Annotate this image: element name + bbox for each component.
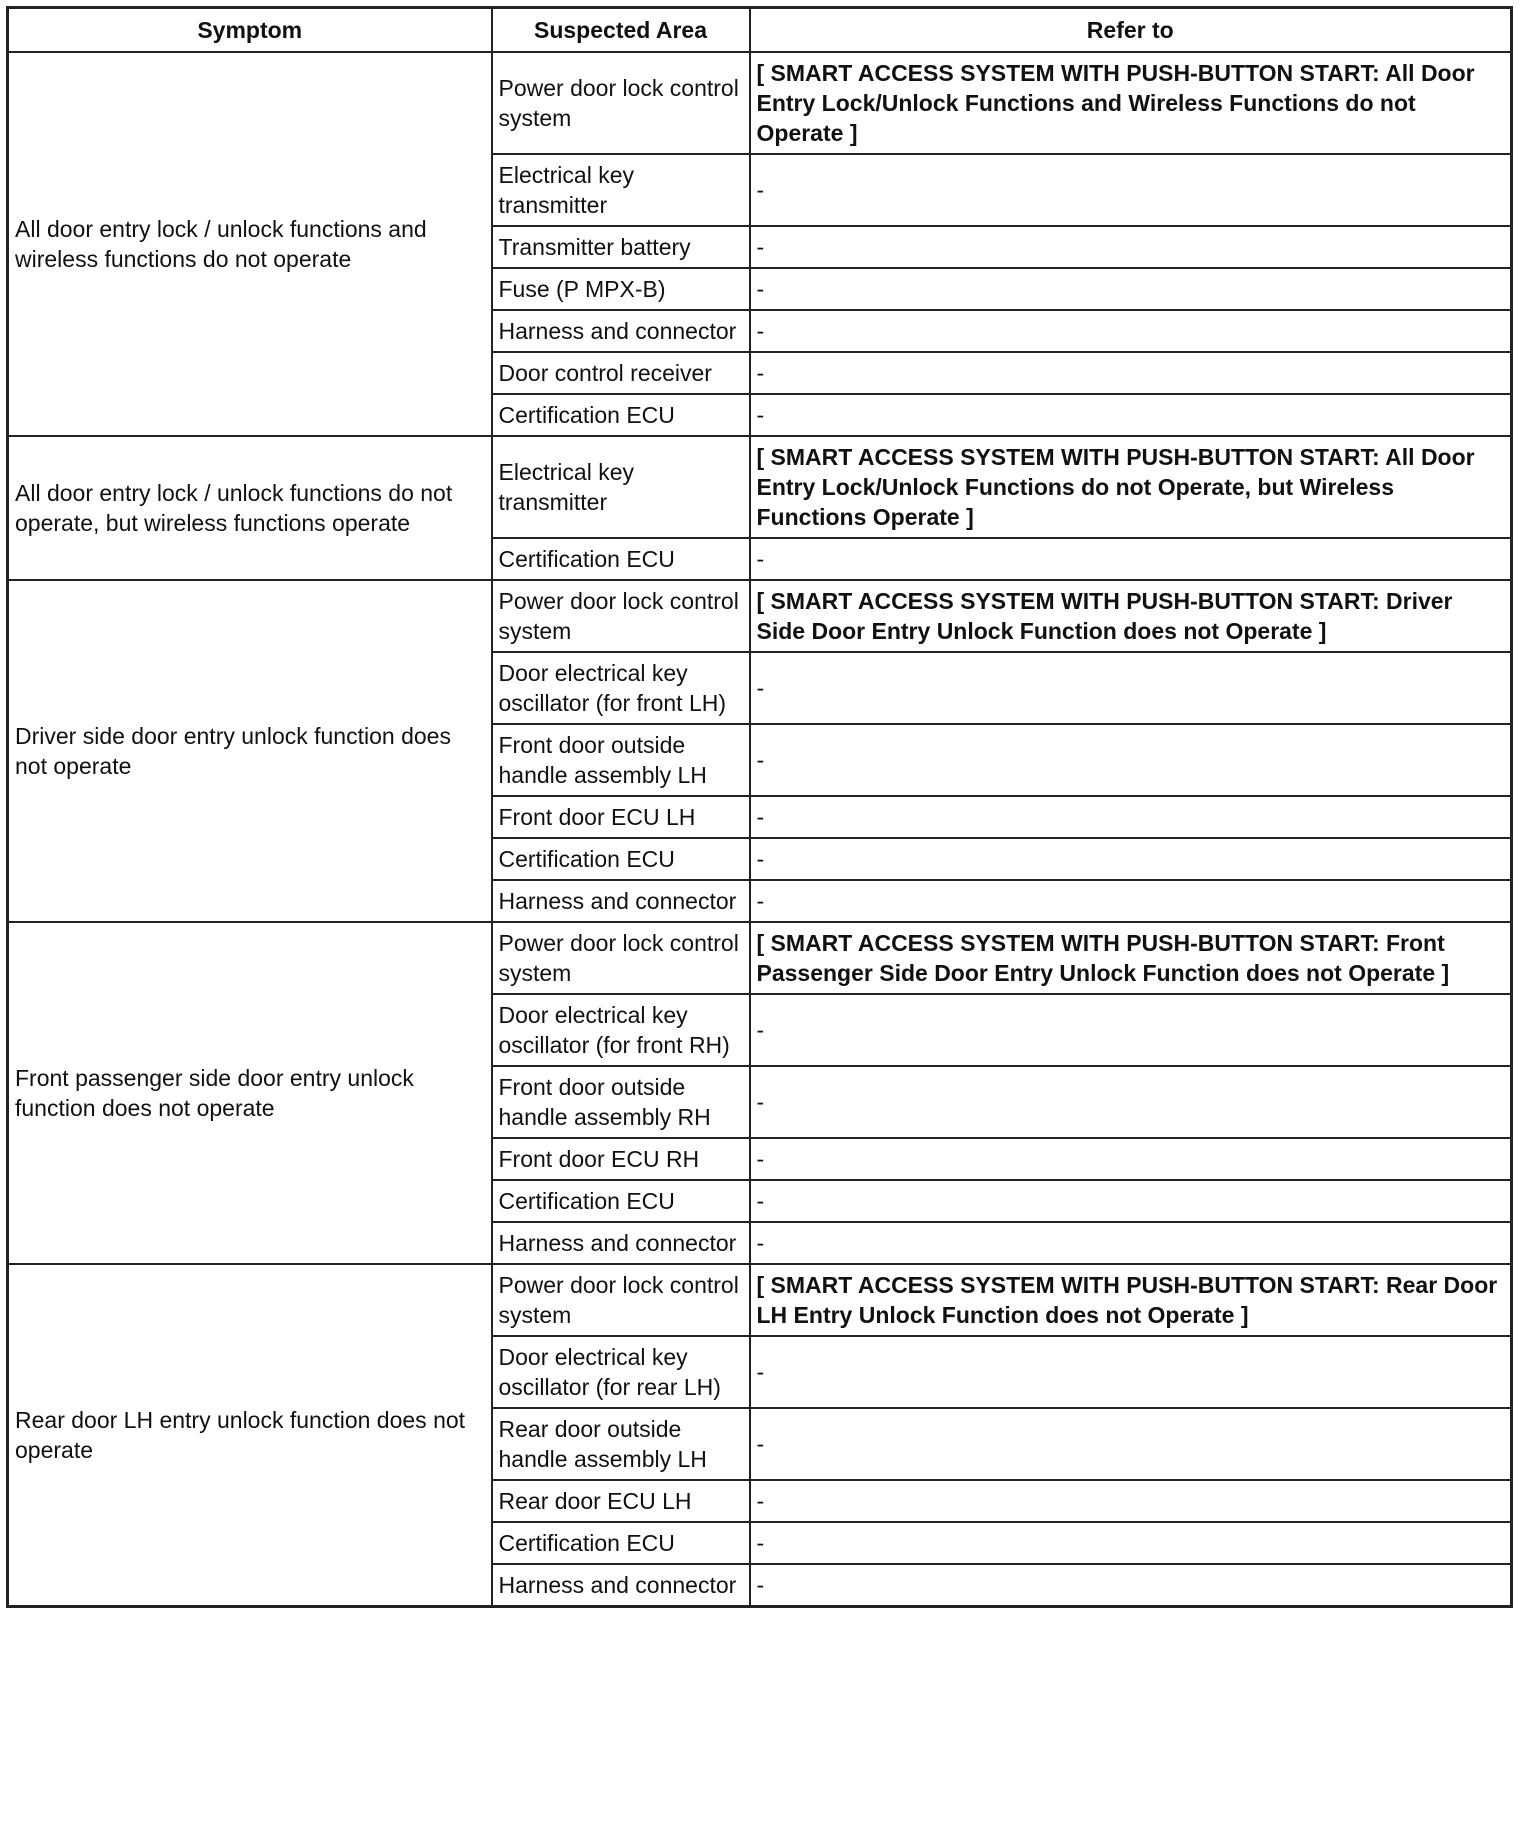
suspected-area-cell: Transmitter battery [492,226,750,268]
suspected-area-cell: Electrical key transmitter [492,154,750,226]
refer-to-cell: - [750,352,1512,394]
refer-to-link[interactable]: [ SMART ACCESS SYSTEM WITH PUSH-BUTTON START: Rear Door LH Entry Unlock Function does not Operate ] [750,1264,1512,1336]
suspected-area-cell: Front door ECU RH [492,1138,750,1180]
refer-to-cell: - [750,538,1512,580]
refer-to-cell: - [750,1522,1512,1564]
suspected-area-cell: Door electrical key oscillator (for rear LH) [492,1336,750,1408]
symptom-cell: Rear door LH entry unlock function does not operate [8,1264,492,1607]
suspected-area-cell: Certification ECU [492,1522,750,1564]
troubleshooting-table-container [6,6,1510,1608]
header-refer-to: Refer to [750,8,1512,53]
refer-to-cell: - [750,1138,1512,1180]
suspected-area-cell: Harness and connector [492,1222,750,1264]
suspected-area-cell: Harness and connector [492,880,750,922]
refer-to-cell: - [750,394,1512,436]
suspected-area-cell: Front door outside handle assembly RH [492,1066,750,1138]
symptom-cell: Driver side door entry unlock function does not operate [8,580,492,922]
problem-symptoms-table [6,6,1513,1608]
suspected-area-cell: Harness and connector [492,1564,750,1607]
header-row [8,8,1512,53]
refer-to-cell: - [750,1066,1512,1138]
header-suspected-area: Suspected Area [492,8,750,53]
suspected-area-cell: Front door ECU LH [492,796,750,838]
refer-to-link[interactable]: [ SMART ACCESS SYSTEM WITH PUSH-BUTTON START: All Door Entry Lock/Unlock Functions and Wireless Functions do not Operate ] [750,52,1512,154]
refer-to-cell: - [750,310,1512,352]
header-symptom: Symptom [8,8,492,53]
suspected-area-cell: Door electrical key oscillator (for front LH) [492,652,750,724]
refer-to-cell: - [750,652,1512,724]
refer-to-cell: - [750,724,1512,796]
table-row [8,922,1512,994]
suspected-area-cell: Door electrical key oscillator (for front RH) [492,994,750,1066]
refer-to-cell: - [750,880,1512,922]
refer-to-cell: - [750,226,1512,268]
refer-to-cell: - [750,1180,1512,1222]
table-body [8,52,1512,1607]
refer-to-cell: - [750,1408,1512,1480]
suspected-area-cell: Certification ECU [492,538,750,580]
refer-to-link[interactable]: [ SMART ACCESS SYSTEM WITH PUSH-BUTTON START: Front Passenger Side Door Entry Unlock Function does not Operate ] [750,922,1512,994]
refer-to-cell: - [750,154,1512,226]
refer-to-cell: - [750,1222,1512,1264]
refer-to-cell: - [750,1564,1512,1607]
table-header [8,8,1512,53]
suspected-area-cell: Power door lock control system [492,1264,750,1336]
refer-to-cell: - [750,994,1512,1066]
symptom-cell: All door entry lock / unlock functions and wireless functions do not operate [8,52,492,436]
suspected-area-cell: Certification ECU [492,838,750,880]
table-row [8,1264,1512,1336]
suspected-area-cell: Rear door ECU LH [492,1480,750,1522]
suspected-area-cell: Certification ECU [492,1180,750,1222]
suspected-area-cell: Power door lock control system [492,580,750,652]
suspected-area-cell: Door control receiver [492,352,750,394]
symptom-cell: All door entry lock / unlock functions do not operate, but wireless functions operate [8,436,492,580]
refer-to-cell: - [750,1336,1512,1408]
table-row [8,580,1512,652]
refer-to-cell: - [750,838,1512,880]
table-row [8,52,1512,154]
table-row [8,436,1512,538]
refer-to-cell: - [750,268,1512,310]
suspected-area-cell: Power door lock control system [492,52,750,154]
suspected-area-cell: Certification ECU [492,394,750,436]
suspected-area-cell: Front door outside handle assembly LH [492,724,750,796]
suspected-area-cell: Electrical key transmitter [492,436,750,538]
refer-to-link[interactable]: [ SMART ACCESS SYSTEM WITH PUSH-BUTTON START: Driver Side Door Entry Unlock Function does not Operate ] [750,580,1512,652]
refer-to-link[interactable]: [ SMART ACCESS SYSTEM WITH PUSH-BUTTON START: All Door Entry Lock/Unlock Functions do not Operate, but Wireless Functions Operate ] [750,436,1512,538]
suspected-area-cell: Power door lock control system [492,922,750,994]
refer-to-cell: - [750,1480,1512,1522]
symptom-cell: Front passenger side door entry unlock function does not operate [8,922,492,1264]
suspected-area-cell: Harness and connector [492,310,750,352]
refer-to-cell: - [750,796,1512,838]
suspected-area-cell: Rear door outside handle assembly LH [492,1408,750,1480]
suspected-area-cell: Fuse (P MPX-B) [492,268,750,310]
